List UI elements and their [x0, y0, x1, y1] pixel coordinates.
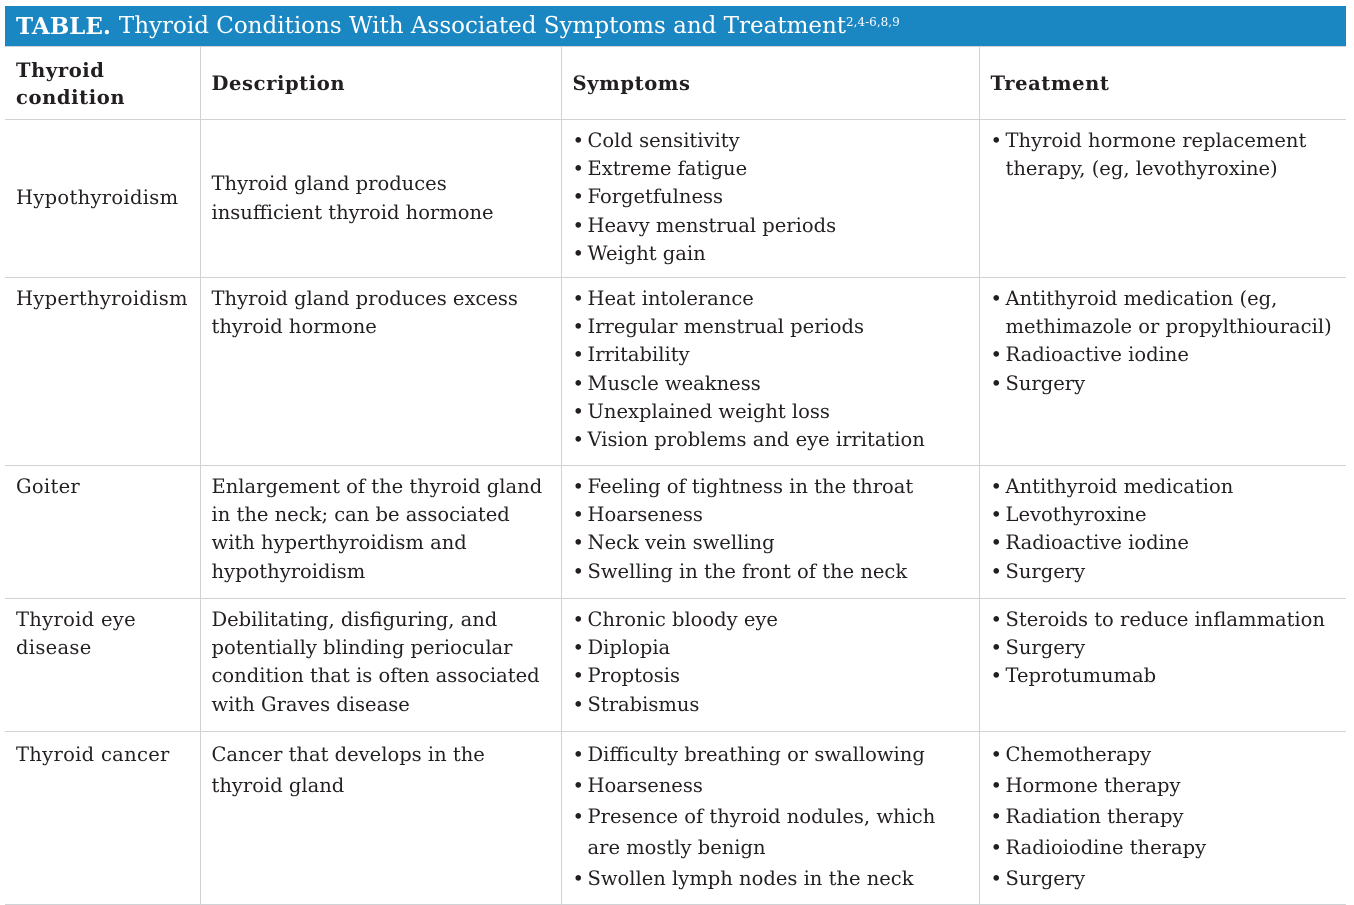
thyroid-conditions-table [5, 46, 1346, 905]
treatment-list [991, 606, 1339, 691]
list-item: • Radiation therapy [991, 801, 1339, 832]
table-row [5, 120, 1346, 278]
symptoms-list [573, 739, 971, 894]
list-item: • Unexplained weight loss [573, 398, 971, 426]
list-item: • Teprotumumab [991, 662, 1339, 690]
list-item: • Vision problems and eye irritation [573, 426, 971, 454]
symptoms-cell [561, 120, 979, 278]
list-item: • Antithyroid medication [991, 473, 1339, 501]
list-item: • Chronic bloody eye [573, 606, 971, 634]
list-item: • Antithyroid medication (eg, methimazole or propylthiouracil) [991, 285, 1339, 341]
list-item: • Extreme fatigue [573, 155, 971, 183]
symptoms-list [573, 606, 971, 719]
list-item: • Swelling in the front of the neck [573, 558, 971, 586]
list-item: • Chemotherapy [991, 739, 1339, 770]
list-item: • Surgery [991, 634, 1339, 662]
table-title: Thyroid Conditions With Associated Symptoms and Treatment [118, 13, 847, 39]
symptoms-list [573, 473, 971, 586]
list-item: • Hoarseness [573, 501, 971, 529]
list-item: • Irregular menstrual periods [573, 313, 971, 341]
table-references: 2,4-6,8,9 [846, 15, 900, 29]
treatment-list [991, 739, 1339, 894]
description-cell: Thyroid gland produces insufficient thyroid hormone [200, 120, 561, 278]
table-row [5, 599, 1346, 732]
header-condition: Thyroid condition [5, 47, 200, 120]
treatment-list [991, 285, 1339, 398]
condition-cell: Goiter [5, 466, 200, 599]
description-cell: Debilitating, disfiguring, and potentially blinding periocular condition that is often associated with Graves disease [200, 599, 561, 732]
description-cell: Cancer that develops in the thyroid gland [200, 732, 561, 905]
list-item: • Radioactive iodine [991, 341, 1339, 369]
list-item: • Cold sensitivity [573, 127, 971, 155]
treatment-cell [979, 278, 1346, 466]
description-cell: Thyroid gland produces excess thyroid hormone [200, 278, 561, 466]
list-item: • Feeling of tightness in the throat [573, 473, 971, 501]
symptoms-cell [561, 732, 979, 905]
treatment-cell [979, 732, 1346, 905]
list-item: • Difficulty breathing or swallowing [573, 739, 971, 770]
treatment-list [991, 473, 1339, 586]
list-item: • Surgery [991, 370, 1339, 398]
list-item: • Neck vein swelling [573, 529, 971, 557]
header-row [5, 47, 1346, 120]
list-item: • Heat intolerance [573, 285, 971, 313]
list-item: • Steroids to reduce inflammation [991, 606, 1339, 634]
treatment-cell [979, 599, 1346, 732]
table-row [5, 466, 1346, 599]
list-item: • Hormone therapy [991, 770, 1339, 801]
table-row [5, 278, 1346, 466]
symptoms-list [573, 285, 971, 454]
description-cell: Enlargement of the thyroid gland in the neck; can be associated with hyperthyroidism and hypothyroidism [200, 466, 561, 599]
list-item: • Levothyroxine [991, 501, 1339, 529]
list-item: • Weight gain [573, 240, 971, 268]
condition-cell: Thyroid cancer [5, 732, 200, 905]
list-item: • Surgery [991, 558, 1339, 586]
list-item: • Irritability [573, 341, 971, 369]
list-item: • Strabismus [573, 691, 971, 719]
list-item: • Presence of thyroid nodules, which are mostly benign [573, 801, 971, 863]
table-figure [5, 6, 1346, 905]
treatment-list [991, 127, 1339, 183]
symptoms-cell [561, 278, 979, 466]
list-item: • Diplopia [573, 634, 971, 662]
table-title-bar [5, 6, 1346, 46]
list-item: • Surgery [991, 863, 1339, 894]
list-item: • Forgetfulness [573, 183, 971, 211]
table-label: TABLE. [16, 12, 111, 40]
condition-cell: Hyperthyroidism [5, 278, 200, 466]
list-item: • Muscle weakness [573, 370, 971, 398]
header-symptoms: Symptoms [561, 47, 979, 120]
list-item: • Thyroid hormone replacement therapy, (eg, levothyroxine) [991, 127, 1339, 183]
symptoms-cell [561, 599, 979, 732]
list-item: • Proptosis [573, 662, 971, 690]
list-item: • Radioiodine therapy [991, 832, 1339, 863]
table-row [5, 732, 1346, 905]
list-item: • Hoarseness [573, 770, 971, 801]
header-treatment: Treatment [979, 47, 1346, 120]
list-item: • Radioactive iodine [991, 529, 1339, 557]
treatment-cell [979, 120, 1346, 278]
list-item: • Heavy menstrual periods [573, 212, 971, 240]
symptoms-list [573, 127, 971, 268]
symptoms-cell [561, 466, 979, 599]
condition-cell: Hypothyroidism [5, 120, 200, 278]
treatment-cell [979, 466, 1346, 599]
header-description: Description [200, 47, 561, 120]
list-item: • Swollen lymph nodes in the neck [573, 863, 971, 894]
condition-cell: Thyroid eye disease [5, 599, 200, 732]
